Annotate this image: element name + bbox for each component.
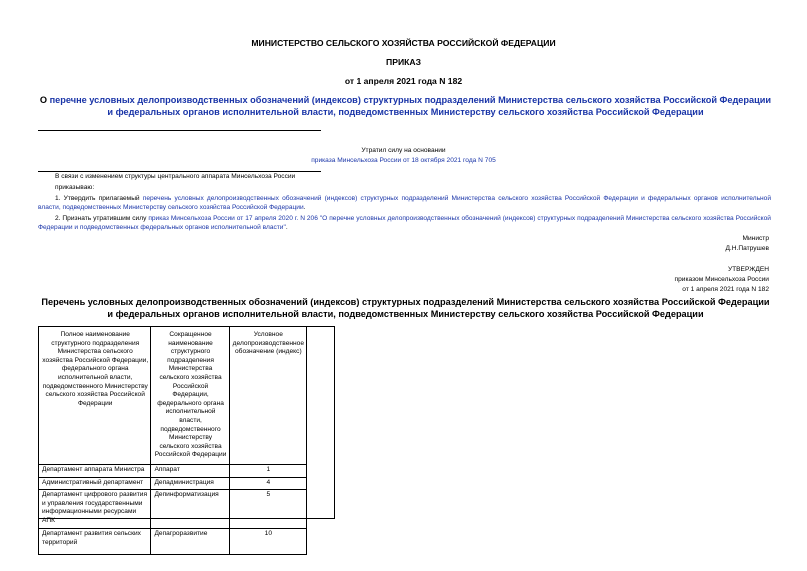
row-short-name: Депадминистрация — [151, 477, 229, 490]
status-note: Утратил силу на основании — [361, 147, 446, 154]
row-short-name: Аппарат — [151, 464, 229, 477]
row-full-name: Департамент развития сельских территорий — [39, 529, 151, 554]
status-link[interactable]: приказа Минсельхоза России от 18 октября 2021 года N 705 — [311, 157, 496, 164]
row-full-name: Департамент аппарата Министра — [39, 464, 151, 477]
order-item-2 — [38, 214, 771, 233]
ministry-heading: МИНИСТЕРСТВО СЕЛЬСКОГО ХОЗЯЙСТВА РОССИЙСКОЙ ФЕДЕРАЦИИ — [251, 38, 556, 48]
order-word: приказываю: — [55, 184, 95, 191]
row-index: 4 — [229, 477, 306, 490]
list-title: Перечень условных делопроизводственных обозначений (индексов) структурных подразделений Министерства сельского хозяйства Российской Федерации и федеральных органов исполнительной власти, подведомственных Министерству сельского хозяйства Российской Федерации — [41, 297, 770, 319]
table-header-row — [39, 327, 307, 465]
row-full-name: Департамент цифрового развития и управления государственными информационными ресурсами АПК — [39, 490, 151, 529]
approval-line-1: УТВЕРЖДЕН — [727, 266, 769, 273]
item1-link[interactable]: перечень условных делопроизводственных обозначений (индексов) структурных подразделений Министерства сельского хозяйства Российской Федерации и федеральных органов исполнительной власти, подведомственных Министерству сельского хозяйства Российской Федерации — [38, 195, 771, 212]
table-row — [39, 490, 307, 529]
document-type: ПРИКАЗ — [386, 57, 421, 67]
document-date-number: от 1 апреля 2021 года N 182 — [344, 76, 463, 86]
subject-link[interactable]: перечне условных делопроизводственных обозначений (индексов) структурных подразделений Министерства сельского хозяйства Российской Федерации и федеральных органов исполнительной власти, подведомственных Министерству сельского хозяйства Российской Федерации — [49, 95, 772, 117]
approval-line-3: от 1 апреля 2021 года N 182 — [682, 286, 769, 293]
document-subject — [38, 94, 773, 118]
column-header-short-name: Сокращенное наименование структурного подразделения Министерства сельского хозяйства Российской Федерации, федерального органа исполнительной власти, подведомственного Министерству сельского хозяйства Российской Федерации — [151, 327, 229, 465]
order-item-1 — [38, 194, 771, 213]
signature-title: Министр — [742, 235, 769, 242]
intro-line: В связи с изменением структуры центрального аппарата Минсельхоза России — [55, 173, 296, 180]
index-table — [38, 326, 307, 555]
item2-prefix: 2. Признать утратившим силу — [55, 215, 149, 222]
column-header-index: Условное делопроизводственное обозначение (индекс) — [229, 327, 306, 465]
item2-suffix: . — [285, 224, 288, 232]
table-row — [39, 464, 307, 477]
signature-name: Д.Н.Патрушев — [725, 245, 769, 252]
header-rule — [38, 130, 321, 131]
row-index: 10 — [229, 529, 306, 554]
column-header-full-name: Полное наименование структурного подразделения Министерства сельского хозяйства Российской Федерации, федерального органа исполнительной власти, подведомственного Министерству сельского хозяйства Российской Федерации — [39, 327, 151, 465]
row-index: 5 — [229, 490, 306, 529]
table-row — [39, 477, 307, 490]
row-index: 1 — [229, 464, 306, 477]
table-row — [39, 529, 307, 554]
row-short-name: Депагроразвитие — [151, 529, 229, 554]
item2-link[interactable]: приказ Минсельхоза России от 17 апреля 2020 г. N 206 "О перечне условных делопроизводственных обозначений (индексов) структурных подразделений Министерства сельского хозяйства Российской Федерации и подведомственных федеральных органов исполнительной власти" — [38, 215, 771, 232]
item1-prefix: 1. Утвердить прилагаемый — [55, 195, 143, 202]
subject-prefix: О — [39, 95, 50, 105]
row-full-name: Административный департамент — [39, 477, 151, 490]
approval-line-2: приказом Минсельхоза России — [674, 276, 769, 283]
row-short-name: Депинформатизация — [151, 490, 229, 529]
item1-suffix: . — [303, 204, 306, 212]
